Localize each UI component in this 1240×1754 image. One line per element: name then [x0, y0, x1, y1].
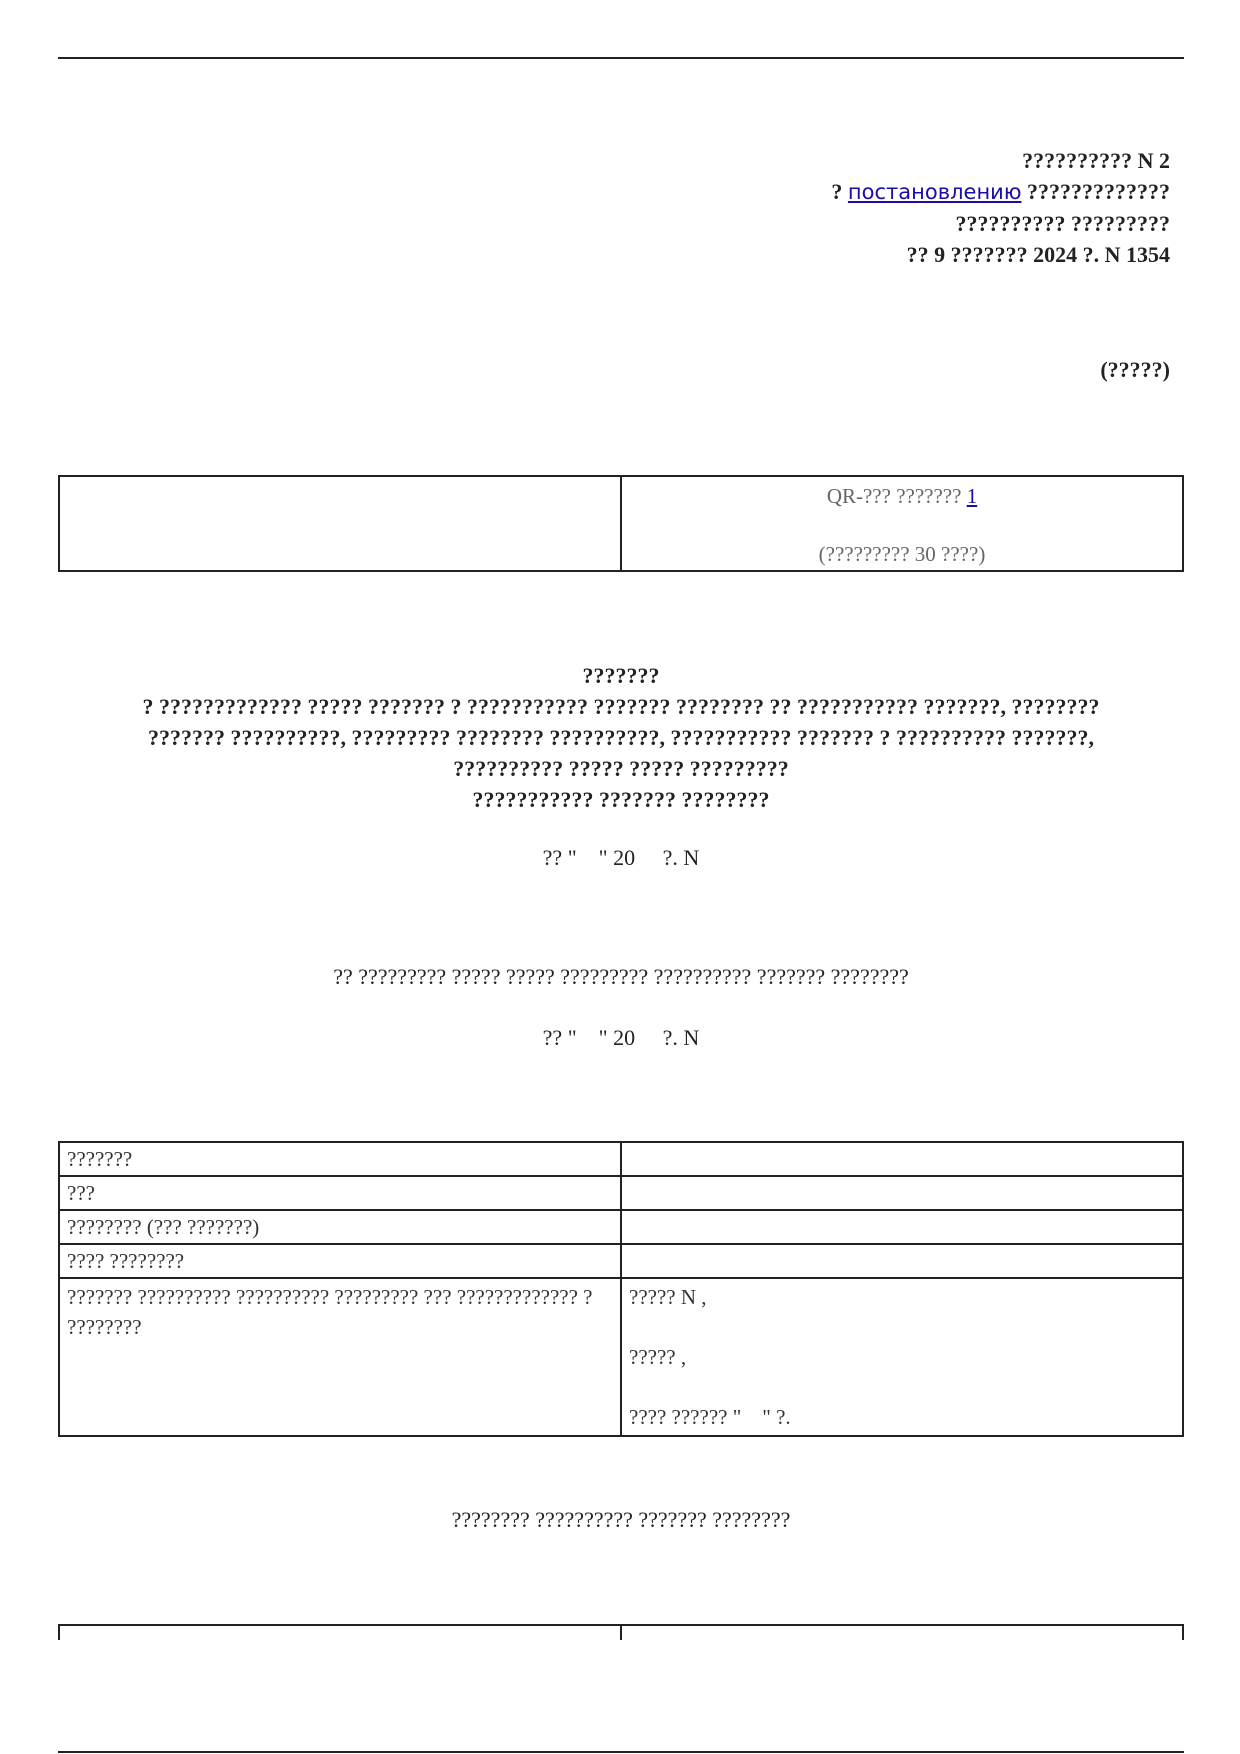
appendix-authority: ?????????? ?????????: [955, 211, 1170, 236]
row-label: ???????: [59, 1142, 621, 1176]
qr-code-table: [58, 475, 1184, 572]
row-value: [621, 1142, 1183, 1176]
bottom-rule: [58, 1751, 1184, 1753]
section-heading: ???????? ?????????? ??????? ????????: [451, 1507, 791, 1532]
value-line-1: ????? N ,: [629, 1285, 707, 1309]
qr-code-label: [623, 481, 1181, 511]
title-line-1: ???????: [582, 663, 660, 688]
table-row: [59, 1244, 1183, 1278]
value-line-3: ???? ?????? " " ?.: [629, 1405, 791, 1429]
row-label: ??????? ?????????? ?????????? ????????? ??? ????????????? ? ????????: [59, 1278, 621, 1436]
title-line-3: ??????? ??????????, ????????? ???????? ??????????, ??????????? ??????? ? ?????????? ???????,: [148, 725, 1094, 750]
table-row: [59, 1210, 1183, 1244]
title-line-5: ??????????? ??????? ????????: [472, 787, 770, 812]
value-line-2: ????? ,: [629, 1345, 687, 1369]
row-label: ???????? (??? ???????): [59, 1210, 621, 1244]
vehicle-info-table: [58, 1141, 1184, 1437]
continuation-cell-right: [621, 1625, 1183, 1640]
row-value: [621, 1278, 1183, 1436]
appendix-number: ?????????? N 2: [1022, 148, 1170, 173]
date-number-line-2: ?? " " 20 ?. N: [542, 1025, 700, 1050]
form-label: (?????): [1100, 357, 1170, 382]
continuation-cell-left: [59, 1625, 621, 1640]
table-row: [59, 1176, 1183, 1210]
qr-code-size-note: (????????? 30 ????): [818, 542, 986, 566]
top-rule: [58, 57, 1184, 59]
table-row: [59, 1278, 1183, 1436]
qr-code-cell: [621, 476, 1183, 571]
resolution-link[interactable]: постановлению: [847, 180, 1022, 204]
appendix-reference: [831, 176, 1170, 208]
title-line-2: ? ????????????? ????? ??????? ? ??????????? ??????? ???????? ?? ??????????? ???????, ????????: [142, 694, 1100, 719]
row-value: [621, 1244, 1183, 1278]
row-label: ???? ????????: [59, 1244, 621, 1278]
title-line-4: ?????????? ????? ????? ?????????: [453, 756, 789, 781]
document-title: [58, 660, 1184, 815]
row-value: [621, 1210, 1183, 1244]
continuation-table: [58, 1624, 1184, 1640]
row-label: ???: [59, 1176, 621, 1210]
appendix-header: [831, 145, 1170, 270]
table-row: [59, 1142, 1183, 1176]
footnote-link[interactable]: 1: [966, 484, 978, 508]
qr-code-text: QR-??? ???????: [826, 484, 967, 508]
row-value: [621, 1176, 1183, 1210]
appendix-reference-suffix: ?????????????: [1021, 179, 1170, 204]
appendix-date: ?? 9 ??????? 2024 ?. N 1354: [906, 242, 1170, 267]
qr-empty-cell: [59, 476, 621, 571]
appendix-reference-prefix: ?: [831, 179, 848, 204]
date-number-line-1: ?? " " 20 ?. N: [542, 845, 700, 870]
document-subtitle: ?? ????????? ????? ????? ????????? ?????????? ??????? ????????: [333, 964, 909, 989]
